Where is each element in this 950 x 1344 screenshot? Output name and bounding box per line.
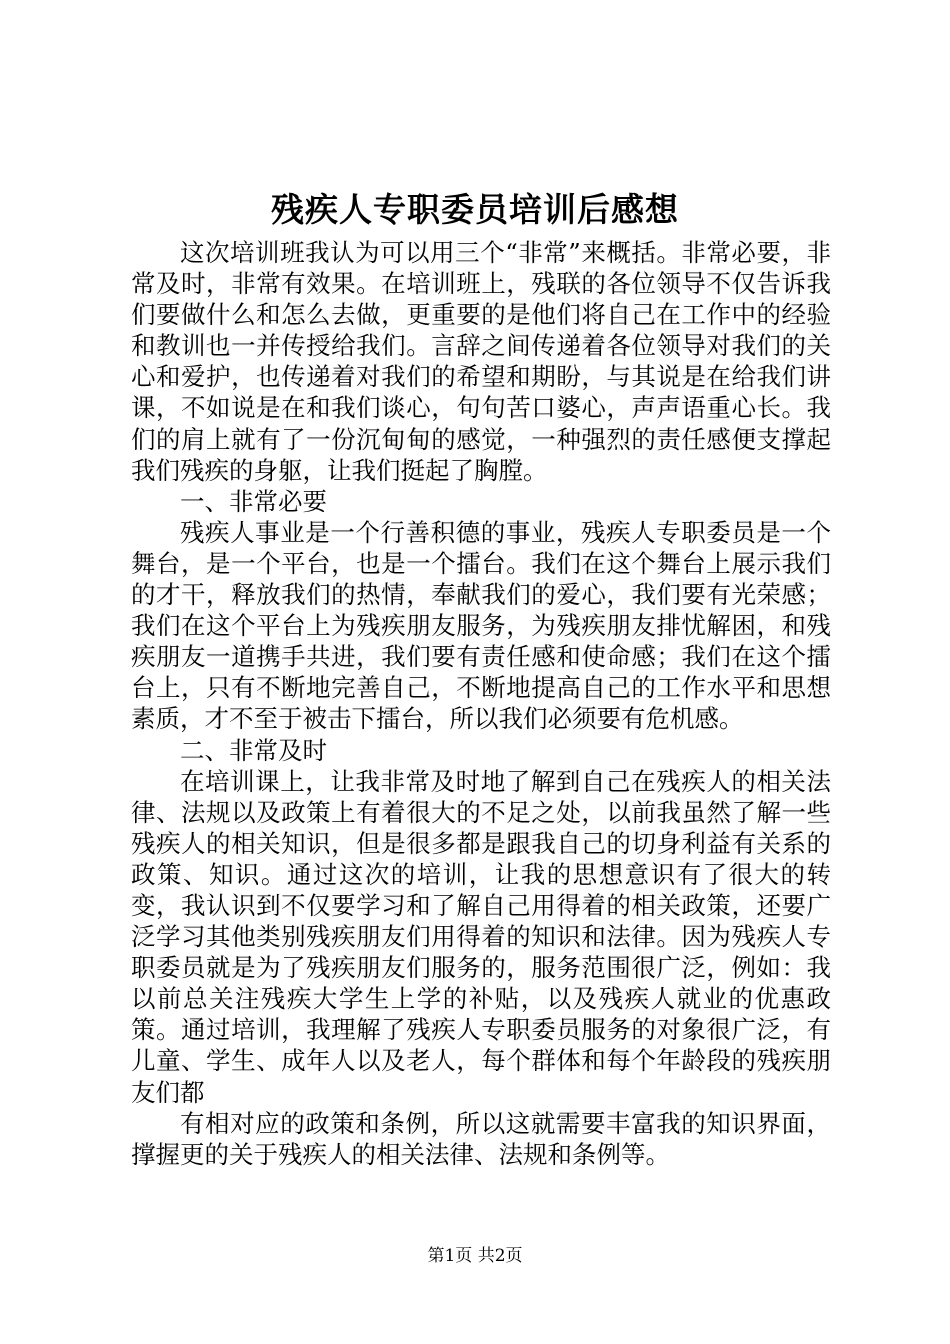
paragraph-section-1: 残疾人事业是一个行善积德的事业，残疾人专职委员是一个舞台，是一个平台，也是一个擂台。我们在这个舞台上展示我们的才干，释放我们的热情，奉献我们的爱心，我们要有光荣感；我们在这个平台上为残疾朋友服务，为残疾朋友排忧解困，和残疾朋友一道携手共进，我们要有责任感和使命感；我们在这个擂台上，只有不断地完善自己，不断地提高自己的工作水平和思想素质，才不至于被击下擂台，所以我们必须要有危机感。 bbox=[131, 517, 831, 734]
document-body bbox=[131, 237, 831, 1170]
paragraph-section-2: 在培训课上，让我非常及时地了解到自己在残疾人的相关法律、法规以及政策上有着很大的不足之处，以前我虽然了解一些残疾人的相关知识，但是很多都是跟我自己的切身利益有关系的政策、知识。通过这次的培训，让我的思想意识有了很大的转变，我认识到不仅要学习和了解自己用得着的相关政策，还要广泛学习其他类别残疾朋友们用得着的知识和法律。因为残疾人专职委员就是为了残疾朋友们服务的，服务范围很广泛，例如：我以前总关注残疾大学生上学的补贴，以及残疾人就业的优惠政策。通过培训，我理解了残疾人专职委员服务的对象很广泛，有儿童、学生、成年人以及老人，每个群体和每个年龄段的残疾朋友们都 bbox=[131, 766, 831, 1107]
page-footer: 第1页 共2页 bbox=[427, 1246, 523, 1266]
paragraph-intro: 这次培训班我认为可以用三个“非常”来概括。非常必要，非常及时，非常有效果。在培训班上，残联的各位领导不仅告诉我们要做什么和怎么去做，更重要的是他们将自己在工作中的经验和教训也一并传授给我们。言辞之间传递着各位领导对我们的关心和爱护，也传递着对我们的希望和期盼，与其说是在给我们讲课，不如说是在和我们谈心，句句苦口婆心，声声语重心长。我们的肩上就有了一份沉甸甸的感觉，一种强烈的责任感便支撑起我们残疾的身躯，让我们挺起了胸膛。 bbox=[131, 238, 831, 485]
section-heading-1: 一、非常必要 bbox=[180, 486, 327, 516]
paragraph-continuation: 有相对应的政策和条例，所以这就需要丰富我的知识界面，撑握更的关于残疾人的相关法律、法规和条例等。 bbox=[131, 1108, 831, 1169]
section-heading-2: 二、非常及时 bbox=[180, 735, 327, 765]
document-title: 残疾人专职委员培训后感想 bbox=[271, 190, 679, 229]
